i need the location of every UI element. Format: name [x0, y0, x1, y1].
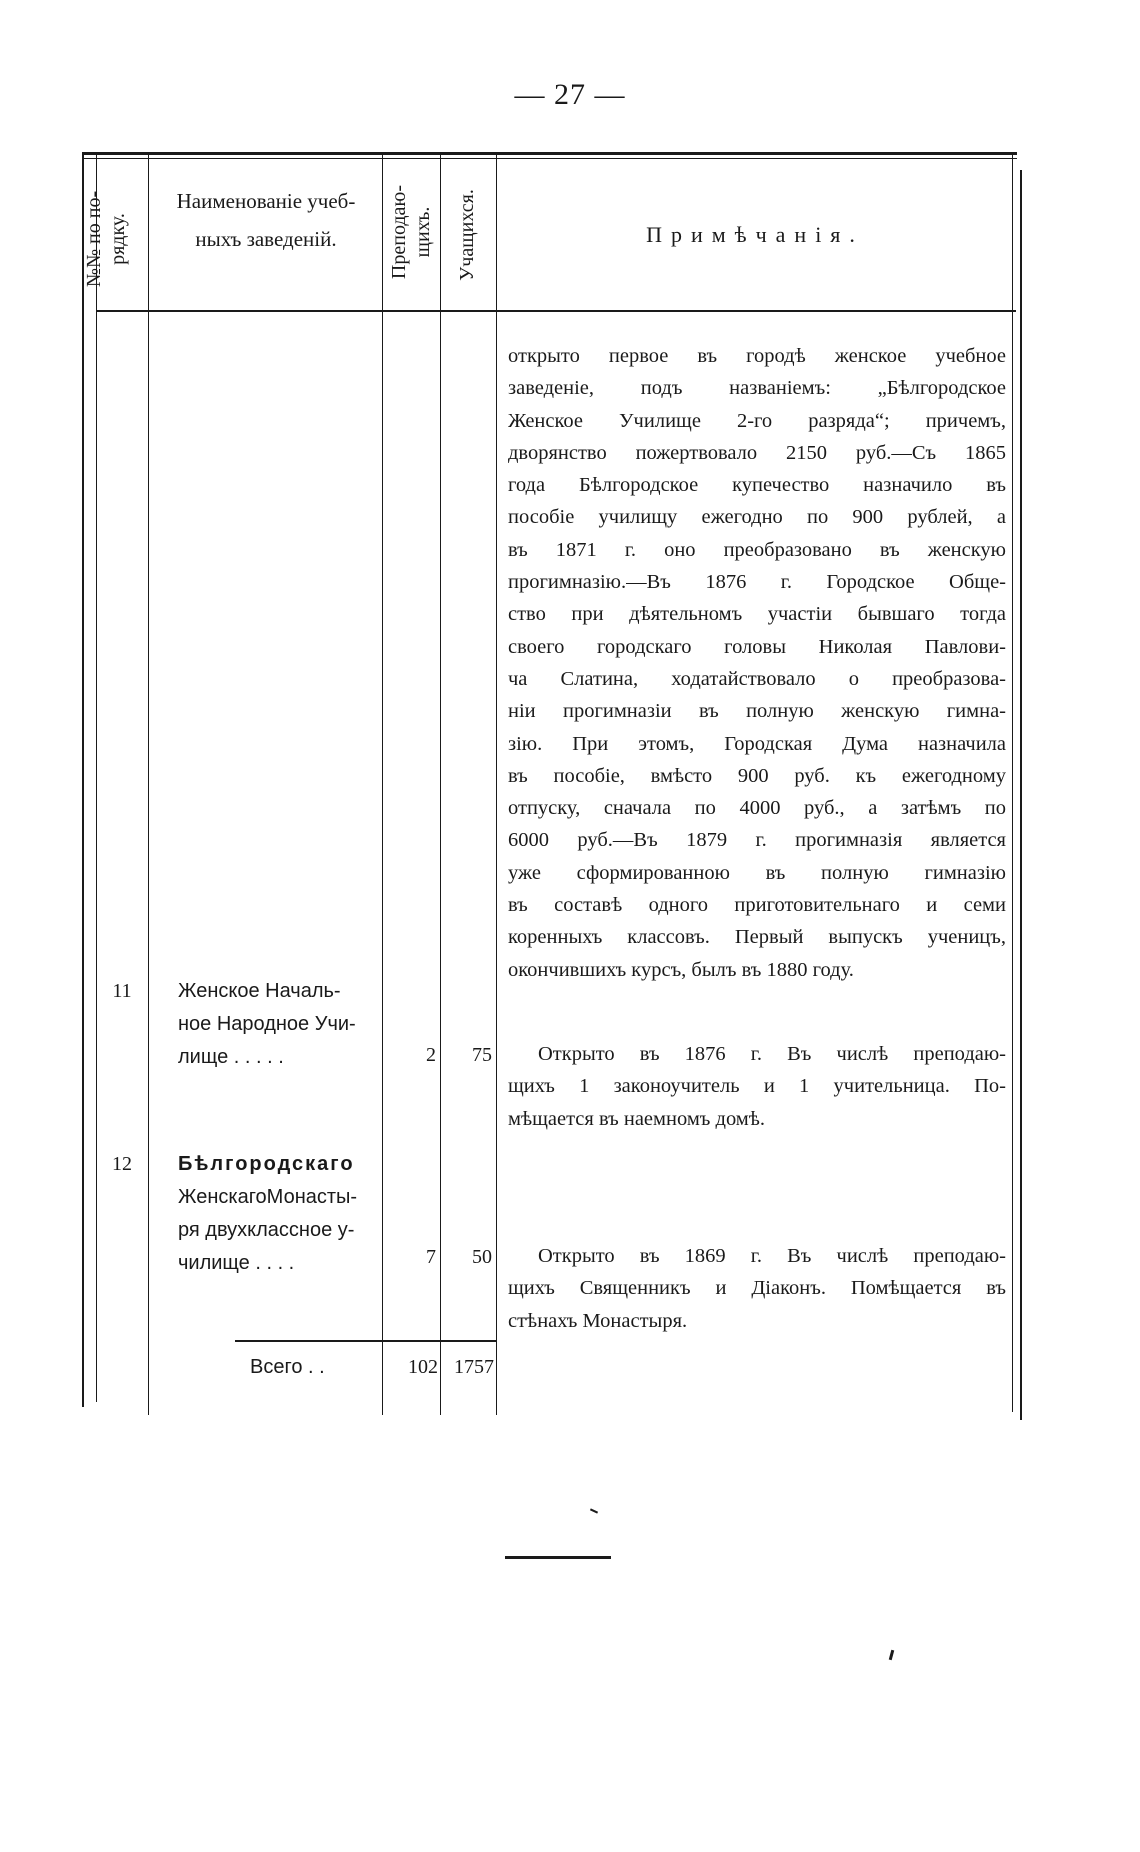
continued-note-line: года Бѣлгородское купечество назначило въ [508, 474, 1006, 497]
students-count: 75 [472, 1044, 492, 1066]
col-sep-name [148, 155, 149, 1415]
header-name [150, 182, 382, 258]
institution-name-line: Женское Началь- [178, 980, 341, 1002]
institution-name-line: ря двухклассное у- [178, 1219, 355, 1241]
continued-note-line: заведеніе, подъ названіемъ: „Бѣлгородское [508, 377, 1006, 400]
continued-note-line: въ 1871 г. оно преобразовано въ женскую [508, 538, 1006, 561]
institution-name-line: лище . . . . . [178, 1046, 284, 1068]
continued-note-line: ніи прогимназіи въ полную женскую гимна- [508, 700, 1006, 723]
right-edge-rule [1020, 170, 1022, 1420]
institution-name-line: Бѣлгородскаго [178, 1153, 355, 1175]
row-note-line: Открыто въ 1876 г. Въ числѣ преподаю- [538, 1043, 1006, 1065]
left-inner-rule [96, 152, 97, 1402]
continued-note-line: отпуску, сначала по 4000 руб., а затѣмъ по [508, 797, 1006, 820]
total-teachers: 102 [408, 1356, 438, 1378]
table-top-rule-thin [82, 158, 1017, 159]
row-note-line: мѣщается въ наемномъ домѣ. [508, 1107, 766, 1130]
students-count: 50 [472, 1246, 492, 1268]
header-teachers-line1: Преподаю- [388, 184, 410, 280]
col-sep-students [440, 155, 441, 1415]
institution-name-line: ное Народное Учи- [178, 1013, 356, 1035]
header-notes: Примѣчанія. [646, 222, 864, 247]
col-sep-teachers [382, 155, 383, 1415]
total-students: 1757 [454, 1356, 494, 1378]
institution-name-line: чилище . . . . [178, 1252, 295, 1274]
header-order-no [82, 174, 130, 304]
row-note [508, 1240, 1006, 1337]
ink-mark [889, 1650, 894, 1660]
header-bottom-rule [96, 310, 1016, 312]
header-teachers-line2: щихъ. [412, 206, 434, 258]
row-number: 12 [112, 1153, 132, 1175]
header-students: Учащихся. [456, 189, 478, 281]
header-name-line2: ныхъ заведеній. [195, 227, 337, 251]
end-rule [505, 1556, 611, 1559]
continued-note [508, 340, 1006, 986]
continued-note-line: въ составѣ одного приготовительнаго и семи [508, 894, 1006, 917]
row-note [508, 1038, 1006, 1135]
continued-note-line: открыто первое въ городѣ женское учебное [508, 345, 1006, 367]
continued-note-line: ча Слатина, ходатайствовало о преобразова- [508, 667, 1006, 690]
institution-name [178, 975, 378, 1074]
page-number: — 27 — [514, 78, 626, 111]
left-edge-rule [82, 152, 84, 1407]
header-order-no-line1: №№ по по- [83, 190, 105, 288]
teachers-count: 7 [426, 1246, 436, 1268]
row-note-line: Открыто въ 1869 г. Въ числѣ преподаю- [538, 1245, 1006, 1267]
continued-note-line: зію. При этомъ, Городская Дума назначила [508, 732, 1006, 755]
institution-name [178, 1148, 378, 1280]
continued-note-line: 6000 руб.—Въ 1879 г. прогимназія является [508, 829, 1006, 852]
row-note-line: щихъ 1 законоучитель и 1 учительница. По- [508, 1075, 1006, 1098]
continued-note-line: пособіе училищу ежегодно по 900 рублей, а [508, 506, 1006, 529]
continued-note-line: окончившихъ курсъ, былъ въ 1880 году. [508, 958, 854, 981]
institution-name-line: ЖенскагоМонасты- [178, 1186, 358, 1208]
continued-note-line: дворянство пожертвовало 2150 руб.—Съ 1865 [508, 441, 1006, 464]
ink-mark [590, 1508, 598, 1513]
col-sep-notes [496, 155, 497, 1415]
row-number: 11 [112, 980, 132, 1002]
continued-note-line: прогимназію.—Въ 1876 г. Городское Обще- [508, 571, 1006, 594]
header-teachers [387, 167, 435, 297]
continued-note-line: уже сформированною въ полную гимназію [508, 861, 1006, 884]
header-order-no-line2: рядку. [107, 213, 129, 265]
header-name-line1: Наименованіе учеб- [176, 189, 356, 213]
table-top-rule [82, 152, 1017, 155]
continued-note-line: ство при дѣятельномъ участіи бывшаго тогда [508, 603, 1006, 626]
continued-note-line: коренныхъ классовъ. Первый выпускъ ученицъ, [508, 926, 1006, 949]
right-inner-rule [1012, 152, 1013, 1412]
total-label: Всего . . [250, 1356, 325, 1378]
row-note-line: стѣнахъ Монастыря. [508, 1309, 688, 1332]
continued-note-line: своего городскаго головы Николая Павлови- [508, 635, 1006, 658]
teachers-count: 2 [426, 1044, 436, 1066]
total-top-rule [235, 1340, 497, 1342]
continued-note-line: въ пособіе, вмѣсто 900 руб. къ ежегодному [508, 764, 1006, 787]
continued-note-line: Женское Училище 2-го разряда“; причемъ, [508, 409, 1006, 432]
row-note-line: щихъ Священникъ и Діаконъ. Помѣщается въ [508, 1277, 1006, 1300]
